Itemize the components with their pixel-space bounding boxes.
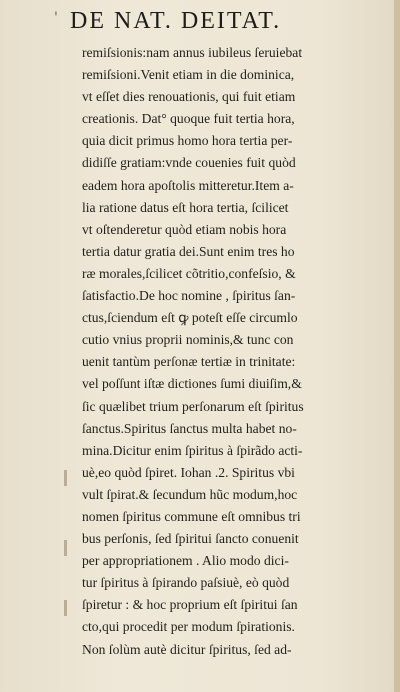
text-line: bus perſonis, ſed ſpiritui ſancto conuenit — [82, 531, 299, 547]
text-line: nomen ſpiritus commune eſt omnibus tri — [82, 508, 301, 524]
text-line: per appropriationem . Alio modo dici- — [82, 553, 289, 569]
text-line: ſatisfactio.De hoc nomine , ſpiritus ſan- — [82, 288, 296, 304]
text-line: ſpiretur : & hoc proprium eſt ſpiritui ſan — [82, 597, 298, 613]
text-line: Non ſolùm autè dicitur ſpiritus, ſed ad- — [82, 641, 292, 657]
text-line: uè,eo quòd ſpiret. Iohan .2. Spiritus vbi — [82, 464, 295, 480]
text-line: ſanctus.Spiritus ſanctus multa habet no- — [82, 420, 297, 436]
text-line: creationis. Dat° quoque fuit tertia hora, — [82, 111, 295, 127]
gutter-mark: ' — [54, 10, 58, 26]
body-text — [82, 42, 394, 661]
text-line: quia dicit primus homo hora tertia per- — [82, 133, 293, 149]
text-line: ſic quælibet trium perſonarum eſt ſpiritus — [82, 398, 304, 414]
page-edge — [394, 0, 400, 692]
text-line: lia ratione datus eſt hora tertia, ſcilicet — [82, 199, 289, 215]
text-line: remiſsionis:nam annus iubileus ſeruiebat — [82, 45, 303, 60]
text-line: cutio vnius proprii nominis,& tunc con — [82, 332, 294, 348]
text-line: uenit tantùm perſonæ tertiæ in trinitate: — [82, 354, 296, 370]
text-line: remiſsioni.Venit etiam in die dominica, — [82, 67, 295, 83]
text-line: tertia datur gratia dei.Sunt enim tres ho — [82, 243, 295, 259]
margin-mark — [64, 470, 67, 486]
text-line: vt oſtenderetur quòd etiam nobis hora — [82, 221, 287, 237]
text-line: ctus,ſciendum eſt ꝙ poteſt eſſe circumlo — [82, 310, 298, 326]
text-line: didiſſe gratiam:vnde couenies fuit quòd — [82, 155, 296, 171]
margin-mark — [64, 540, 67, 556]
text-line: cto,qui procedit per modum ſpirationis. — [82, 619, 295, 635]
running-header: DE NAT. DEITAT. — [70, 8, 282, 34]
text-line: eadem hora apoſtolis mitteretur.Item a- — [82, 177, 294, 193]
margin-mark — [64, 600, 67, 616]
text-line: ræ morales,ſcilicet cõtritio,confeſsio, & — [82, 265, 296, 281]
text-line: mina.Dicitur enim ſpiritus à ſpirãdo acti- — [82, 442, 303, 458]
text-line: vel poſſunt iſtæ dictiones ſumi diuiſim,& — [82, 376, 302, 392]
text-line: vult ſpirat.& ſecundum hũc modum,hoc — [82, 486, 298, 502]
text-line: tur ſpiritus à ſpirando paſsiuè, eò quòd — [82, 575, 290, 591]
text-line: vt eſſet dies renouationis, qui fuit etiam — [82, 89, 296, 105]
